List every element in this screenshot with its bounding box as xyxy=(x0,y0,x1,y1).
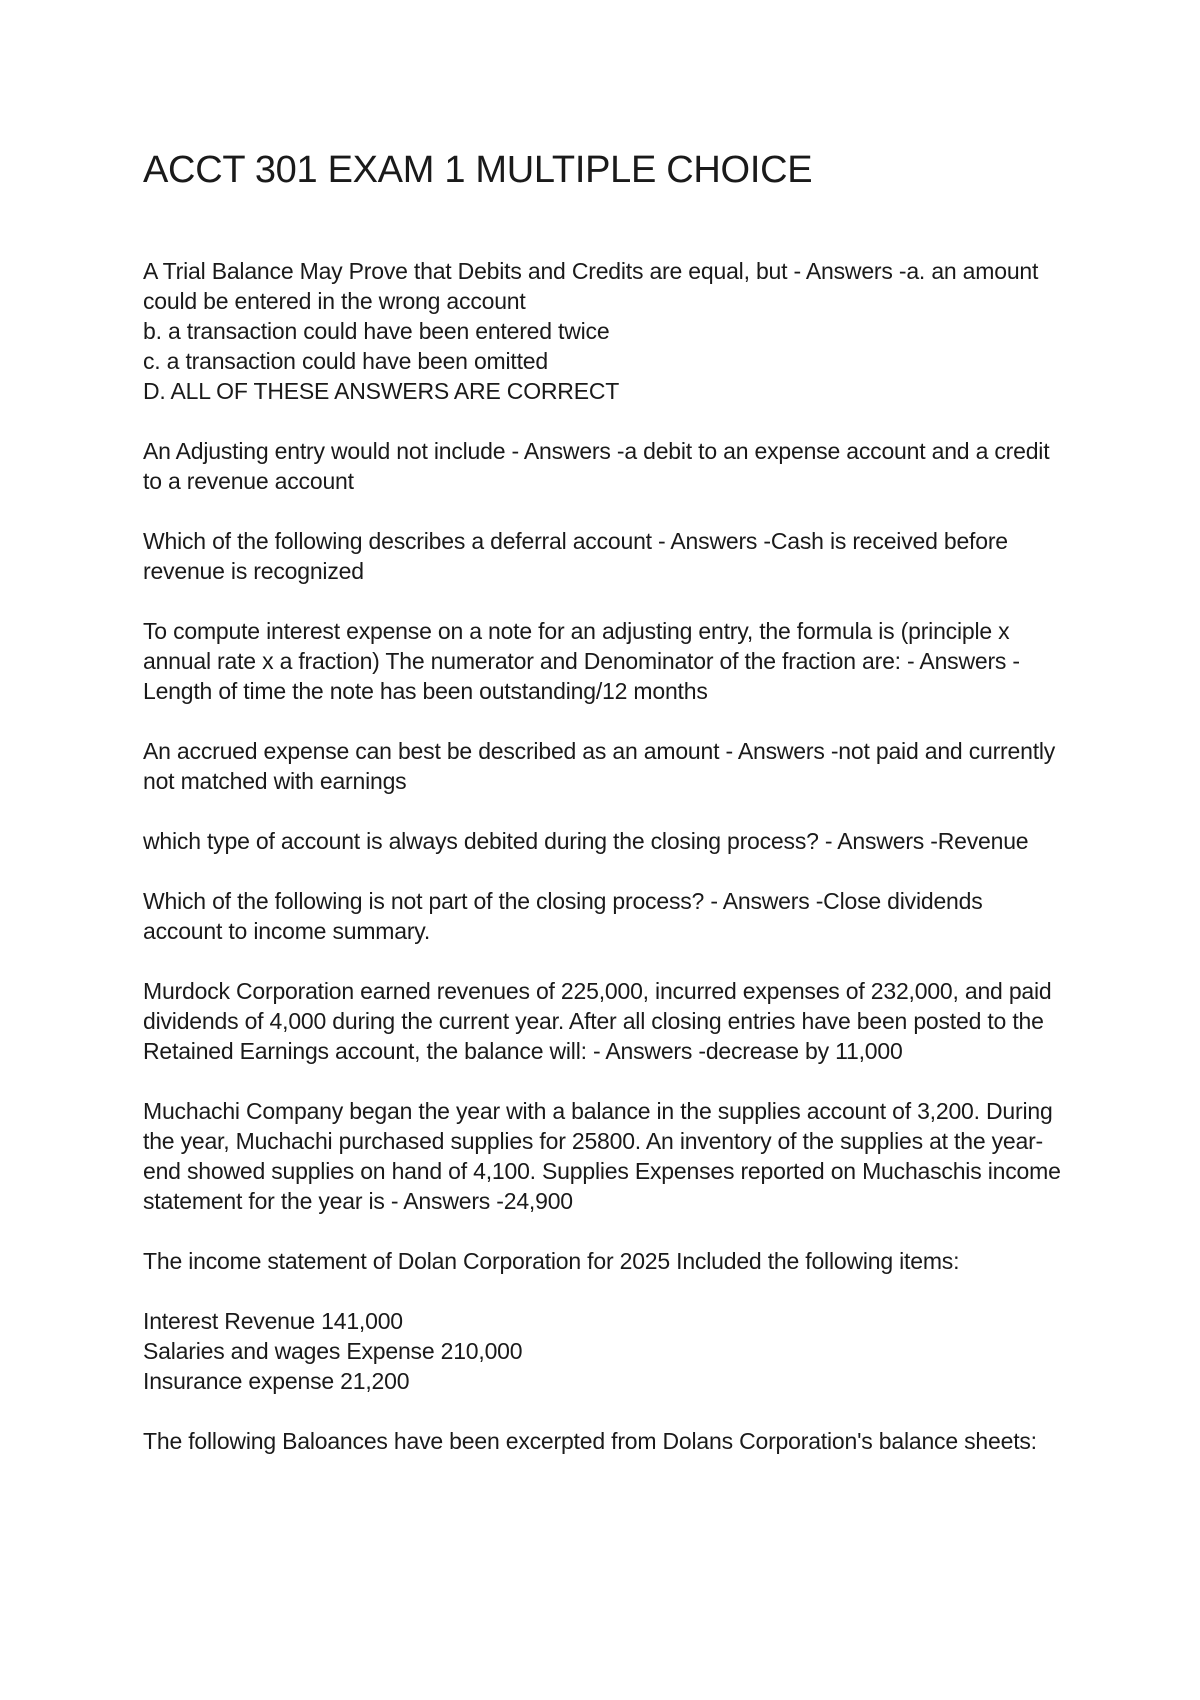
question-closing-debit xyxy=(143,826,1063,856)
question-dolan-balances xyxy=(143,1426,1063,1456)
question-text: The income statement of Dolan Corporation for 2025 Included the following items: xyxy=(143,1247,960,1274)
dolan-income-items-list xyxy=(143,1306,1063,1396)
question-text: To compute interest expense on a note for an adjusting entry, the formula is (principle x annual rate x a fraction) The numerator and Denominator of the fraction are: - Answers -Length of time the note has been outstanding/12 months xyxy=(143,617,1020,704)
answer-option-b: b. a transaction could have been entered twice xyxy=(143,317,610,344)
question-trial-balance xyxy=(143,256,1063,406)
document-title: ACCT 301 EXAM 1 MULTIPLE CHOICE xyxy=(143,149,813,191)
question-dolan-income-statement xyxy=(143,1246,1063,1276)
question-murdock-corporation xyxy=(143,976,1063,1066)
question-deferral-account xyxy=(143,526,1063,586)
question-closing-process xyxy=(143,886,1063,946)
question-text: Which of the following describes a deferral account - Answers -Cash is received before revenue is recognized xyxy=(143,527,1008,584)
list-item: Interest Revenue 141,000 xyxy=(143,1307,403,1334)
question-muchachi-company xyxy=(143,1096,1063,1216)
question-text: Which of the following is not part of the closing process? - Answers -Close dividends account to income summary. xyxy=(143,887,983,944)
question-text: which type of account is always debited during the closing process? - Answers -Revenue xyxy=(143,827,1029,854)
question-text: A Trial Balance May Prove that Debits and Credits are equal, but - Answers -a. an amount could be entered in the wrong account xyxy=(143,257,1039,314)
list-item: Insurance expense 21,200 xyxy=(143,1367,410,1394)
question-text: Muchachi Company began the year with a balance in the supplies account of 3,200. During the year, Muchachi purchased supplies for 25800. An inventory of the supplies at the year-end showed supplies on hand of 4,100. Supplies Expenses reported on Muchaschis income statement for the year is - Answers -24,900 xyxy=(143,1097,1061,1214)
answer-option-d: D. ALL OF THESE ANSWERS ARE CORRECT xyxy=(143,377,620,404)
document-page xyxy=(143,150,1063,1486)
question-text: The following Baloances have been excerpted from Dolans Corporation's balance sheets: xyxy=(143,1427,1037,1454)
question-text: An Adjusting entry would not include - Answers -a debit to an expense account and a credit to a revenue account xyxy=(143,437,1050,494)
question-text: Murdock Corporation earned revenues of 225,000, incurred expenses of 232,000, and paid dividends of 4,000 during the current year. After all closing entries have been posted to the Retained Earnings account, the balance will: - Answers -decrease by 11,000 xyxy=(143,977,1052,1064)
list-item: Salaries and wages Expense 210,000 xyxy=(143,1337,523,1364)
question-adjusting-entry xyxy=(143,436,1063,496)
question-interest-expense xyxy=(143,616,1063,706)
answer-option-c: c. a transaction could have been omitted xyxy=(143,347,548,374)
question-accrued-expense xyxy=(143,736,1063,796)
question-text: An accrued expense can best be described as an amount - Answers -not paid and currently not matched with earnings xyxy=(143,737,1056,794)
